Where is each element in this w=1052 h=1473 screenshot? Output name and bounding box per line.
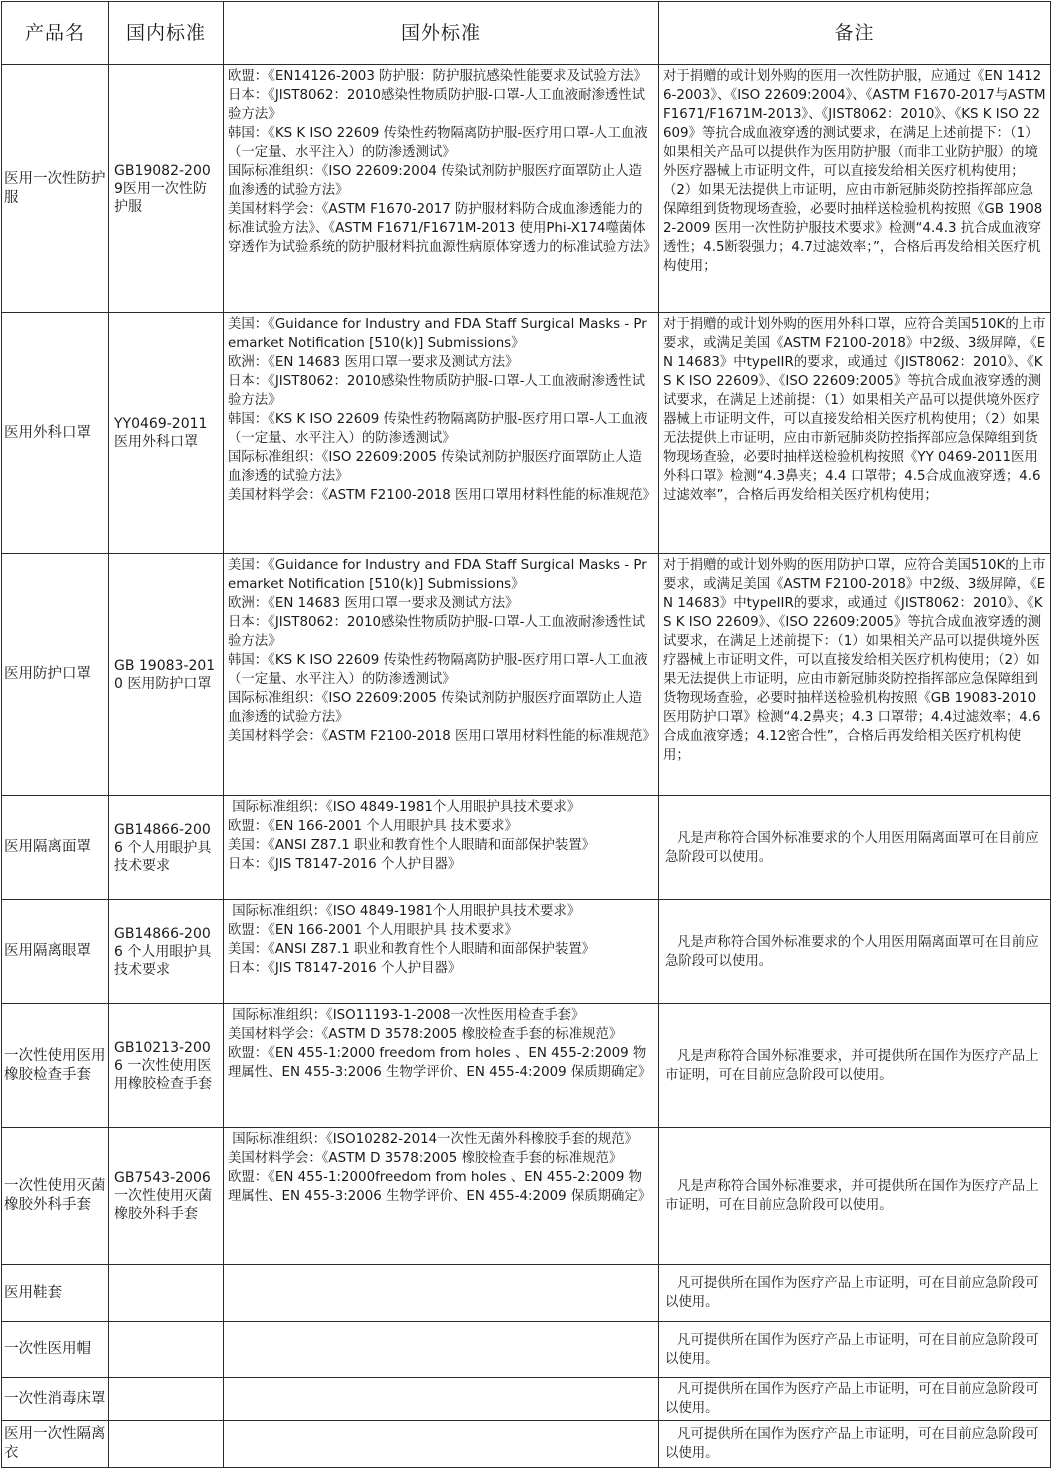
remarks-cell [659,1378,1051,1421]
header-product: 产品名 [2,2,109,65]
foreign-standard-line: 韩国：《KS K ISO 22609 传染性药物隔离防护服-医疗用口罩-人工血液（一定量、水平注入）的防渗透测试》 [228,412,648,446]
foreign-standard-line: 国际标准组织：《ISO 4849-1981个人用眼护具技术要求》 [228,904,581,919]
product-cell: 一次性使用灭菌橡胶外科手套 [2,1128,109,1265]
table-row [2,65,1051,313]
header-remarks: 备注 [659,2,1051,65]
product-cell: 医用一次性防护服 [2,65,109,313]
domestic-standard-cell [109,1421,224,1468]
foreign-standard-line: 美国材料学会：《ASTM F1670-2017 防护服材料防合成血渗透能力的标准试验方法》、《ASTM F1671/F1671M-2013 使用Phi-X174噬菌体穿透作为试验系统的防护服材料抗血源性病原体穿透力的标准试验方法》 [228,202,657,255]
remarks-text: 凡可提供所在国作为医疗产品上市证明，可在目前应急阶段可以使用。 [665,1382,1039,1416]
product-cell: 医用隔离眼罩 [2,900,109,1004]
table-row [2,313,1051,554]
remarks-text: 凡可提供所在国作为医疗产品上市证明，可在目前应急阶段可以使用。 [665,1276,1039,1310]
product-cell: 一次性消毒床罩 [2,1378,109,1421]
foreign-standard-line: 欧盟：《EN 455-1:2000freedom from holes 、EN 455-2:2009 物理属性、EN 455-3:2006 生物学评价、EN 455-4:2009 保质期确定》 [228,1170,652,1204]
remarks-text: 凡可提供所在国作为医疗产品上市证明，可在目前应急阶段可以使用。 [665,1332,1039,1367]
remarks-text: 凡可提供所在国作为医疗产品上市证明，可在目前应急阶段可以使用。 [665,1427,1039,1461]
domestic-standard-cell [109,1378,224,1421]
domestic-standard-cell: GB10213-2006 一次性使用医用橡胶检查手套 [109,1004,224,1128]
table-row [2,1265,1051,1322]
product-cell: 医用外科口罩 [2,313,109,554]
foreign-standard-line: 美国材料学会：《ASTM F2100-2018 医用口罩用材料性能的标准规范》 [228,729,656,744]
remarks-text: 凡是声称符合国外标准要求的个人用医用隔离面罩可在目前应急阶段可以使用。 [665,934,1039,969]
remarks-cell [659,1128,1051,1265]
foreign-standard-line: 美国：《ANSI Z87.1 职业和教育性个人眼睛和面部保护装置》 [228,942,596,957]
foreign-standard-cell [224,1378,659,1421]
table-row [2,900,1051,1004]
table-row [2,1004,1051,1128]
header-domestic-standard: 国内标准 [109,2,224,65]
remarks-cell [659,1421,1051,1468]
foreign-standard-line: 欧盟：《EN 166-2001 个人用眼护具 技术要求》 [228,819,518,834]
remarks-cell [659,1322,1051,1378]
domestic-standard-cell: GB 19083-2010 医用防护口罩 [109,554,224,796]
foreign-standard-cell [224,1421,659,1468]
remarks-cell [659,313,1051,554]
foreign-standard-line: 美国：《Guidance for Industry and FDA Staff Surgical Masks - Premarket Notification [510(k)] Submissions》 [228,558,647,592]
header-foreign-standard: 国外标准 [224,2,659,65]
domestic-standard-cell: GB14866-2006 个人用眼护具技术要求 [109,796,224,900]
foreign-standard-line: 欧盟：《EN14126-2003 防护服：防护服抗感染性能要求及试验方法》 [228,69,647,84]
foreign-standard-line: 国际标准组织：《ISO 22609:2004 传染试剂防护服医疗面罩防止人造血渗透的试验方法》 [228,164,642,198]
foreign-standard-line: 欧洲：《EN 14683 医用口罩一要求及测试方法》 [228,596,519,611]
foreign-standard-line: 日本：《JIS T8147-2016 个人护目器》 [228,857,462,872]
foreign-standard-line: 欧盟：《EN 455-1:2000 freedom from holes 、EN 455-2:2009 物理属性、EN 455-3:2006 生物学评价、EN 455-4:2009 保质期确定》 [228,1046,652,1080]
remarks-cell [659,1004,1051,1128]
table-row [2,796,1051,900]
product-cell: 一次性使用医用橡胶检查手套 [2,1004,109,1128]
table-row [2,1421,1051,1468]
foreign-standard-line: 美国：《ANSI Z87.1 职业和教育性个人眼睛和面部保护装置》 [228,838,596,853]
table-row [2,1128,1051,1265]
product-cell: 医用隔离面罩 [2,796,109,900]
remarks-cell [659,900,1051,1004]
remarks-text: 对于捐赠的或计划外购的医用一次性防护服，应通过《EN 14126-2003》、《ISO 22609:2004》、《ASTM F1670-2017与ASTM F1671/F1671M-2013》、《JIST8062：2010》、《KS K ISO 22609》等抗合成血液穿透的测试要求，在满足上述前提下：（1）如果相关产品可以提供作为医用防护服（而非工业防护服）的境外医疗器械上市证明文件，可以直接发给相关医疗机构使用；（2）如果无法提供上市证明，应由市新冠肺炎防控指挥部应急保障组到货物现场查验，必要时抽样送检验机构按照《GB 19082-2009 医用一次性防护服技术要求》检测“4.4.3 抗合成血液穿透性；4.5断裂强力；4.7过滤效率；”，合格后再发给相关医疗机构使用； [663,69,1050,274]
foreign-standard-line: 欧洲：《EN 14683 医用口罩一要求及测试方法》 [228,355,519,370]
foreign-standard-line: 国际标准组织：《ISO 22609:2005 传染试剂防护服医疗面罩防止人造血渗透的试验方法》 [228,450,642,484]
foreign-standard-line: 日本：《JIST8062：2010感染性物质防护服-口罩-人工血液耐渗透性试验方法》 [228,374,646,408]
remarks-text: 对于捐赠的或计划外购的医用外科口罩，应符合美国510K的上市要求，或满足美国《ASTM F2100-2018》中2级、3级屏障，《EN 14683》中typeIIR的要求，或通过《JIST8062：2010》、《KS K ISO 22609》、《ISO 22609:2005》等抗合成血液穿透的测试要求，在满足上述前提：（1）如果相关产品可以提供境外医疗器械上市证明文件，可以直接发给相关医疗机构使用；（2）如果无法提供上市证明，应由市新冠肺炎防控指挥部应急保障组到货物现场查验，必要时抽样送检验机构按照《YY 0469-2011医用外科口罩》检测“4.3鼻夹；4.4 口罩带；4.5合成血液穿透；4.6过滤效率”，合格后再发给相关医疗机构使用； [663,317,1046,503]
product-cell: 一次性医用帽 [2,1322,109,1378]
foreign-standard-line: 国际标准组织：《ISO11193-1-2008一次性医用检查手套》 [228,1008,585,1023]
foreign-standard-line: 欧盟：《EN 166-2001 个人用眼护具 技术要求》 [228,923,518,938]
domestic-standard-cell: YY0469-2011医用外科口罩 [109,313,224,554]
foreign-standard-cell [224,313,659,554]
domestic-standard-cell: GB19082-2009医用一次性防护服 [109,65,224,313]
foreign-standard-cell [224,796,659,900]
remarks-cell [659,796,1051,900]
domestic-standard-cell: GB14866-2006 个人用眼护具技术要求 [109,900,224,1004]
domestic-standard-cell [109,1265,224,1322]
foreign-standard-line: 美国材料学会：《ASTM F2100-2018 医用口罩用材料性能的标准规范》 [228,488,656,503]
domestic-standard-cell [109,1322,224,1378]
foreign-standard-line: 韩国：《KS K ISO 22609 传染性药物隔离防护服-医疗用口罩-人工血液（一定量、水平注入）的防渗透测试》 [228,653,648,687]
product-cell: 医用鞋套 [2,1265,109,1322]
remarks-cell [659,554,1051,796]
domestic-standard-cell: GB7543-2006 一次性使用灭菌橡胶外科手套 [109,1128,224,1265]
foreign-standard-line: 日本：《JIST8062：2010感染性物质防护服-口罩-人工血液耐渗透性试验方法》 [228,88,646,122]
product-cell: 医用一次性隔离衣 [2,1421,109,1468]
remarks-text: 凡是声称符合国外标准要求，并可提供所在国作为医疗产品上市证明，可在目前应急阶段可以使用。 [665,1179,1039,1213]
table-row [2,1322,1051,1378]
foreign-standard-line: 日本：《JIS T8147-2016 个人护目器》 [228,961,462,976]
remarks-cell [659,65,1051,313]
foreign-standard-line: 日本：《JIST8062：2010感染性物质防护服-口罩-人工血液耐渗透性试验方法》 [228,615,646,649]
foreign-standard-line: 国际标准组织：《ISO 22609:2005 传染试剂防护服医疗面罩防止人造血渗透的试验方法》 [228,691,642,725]
foreign-standard-cell [224,1322,659,1378]
header-row [2,2,1051,65]
table-row [2,554,1051,796]
foreign-standard-line: 国际标准组织：《ISO 4849-1981个人用眼护具技术要求》 [228,800,581,815]
foreign-standard-line: 韩国：《KS K ISO 22609 传染性药物隔离防护服-医疗用口罩-人工血液（一定量、水平注入）的防渗透测试》 [228,126,648,160]
remarks-cell [659,1265,1051,1322]
product-cell: 医用防护口罩 [2,554,109,796]
foreign-standard-line: 美国材料学会：《ASTM D 3578:2005 橡胶检查手套的标准规范》 [228,1151,623,1166]
remarks-text: 凡是声称符合国外标准要求，并可提供所在国作为医疗产品上市证明，可在目前应急阶段可以使用。 [665,1048,1039,1083]
table-row [2,1378,1051,1421]
foreign-standard-line: 国际标准组织：《ISO10282-2014一次性无菌外科橡胶手套的规范》 [228,1132,639,1147]
foreign-standard-cell [224,1128,659,1265]
foreign-standard-cell [224,1004,659,1128]
remarks-text: 凡是声称符合国外标准要求的个人用医用隔离面罩可在目前应急阶段可以使用。 [665,830,1039,865]
foreign-standard-line: 美国材料学会：《ASTM D 3578:2005 橡胶检查手套的标准规范》 [228,1027,623,1042]
foreign-standard-cell [224,1265,659,1322]
foreign-standard-line: 美国：《Guidance for Industry and FDA Staff Surgical Masks - Premarket Notification [510(k)] Submissions》 [228,317,647,351]
foreign-standard-cell [224,900,659,1004]
remarks-text: 对于捐赠的或计划外购的医用防护口罩，应符合美国510K的上市要求，或满足美国《ASTM F2100-2018》中2级、3级屏障，《EN 14683》中typeIIR的要求，或通过《JIST8062：2010》、《KS K ISO 22609》、《ISO 22609:2005》等抗合成血液穿透的测试要求，在满足上述前提下：（1）如果相关产品可以提供境外医疗器械上市证明文件，可以直接发给相关医疗机构使用；（2）如果无法提供上市证明，应由市新冠肺炎防控指挥部应急保障组到货物现场查验，必要时抽样送检验机构按照《GB 19083-2010医用防护口罩》检测“4.2鼻夹；4.3 口罩带；4.4过滤效率；4.6合成血液穿透；4.12密合性”，合格后再发给相关医疗机构使用； [663,558,1046,763]
standards-table [1,1,1051,1468]
foreign-standard-cell [224,65,659,313]
foreign-standard-cell [224,554,659,796]
